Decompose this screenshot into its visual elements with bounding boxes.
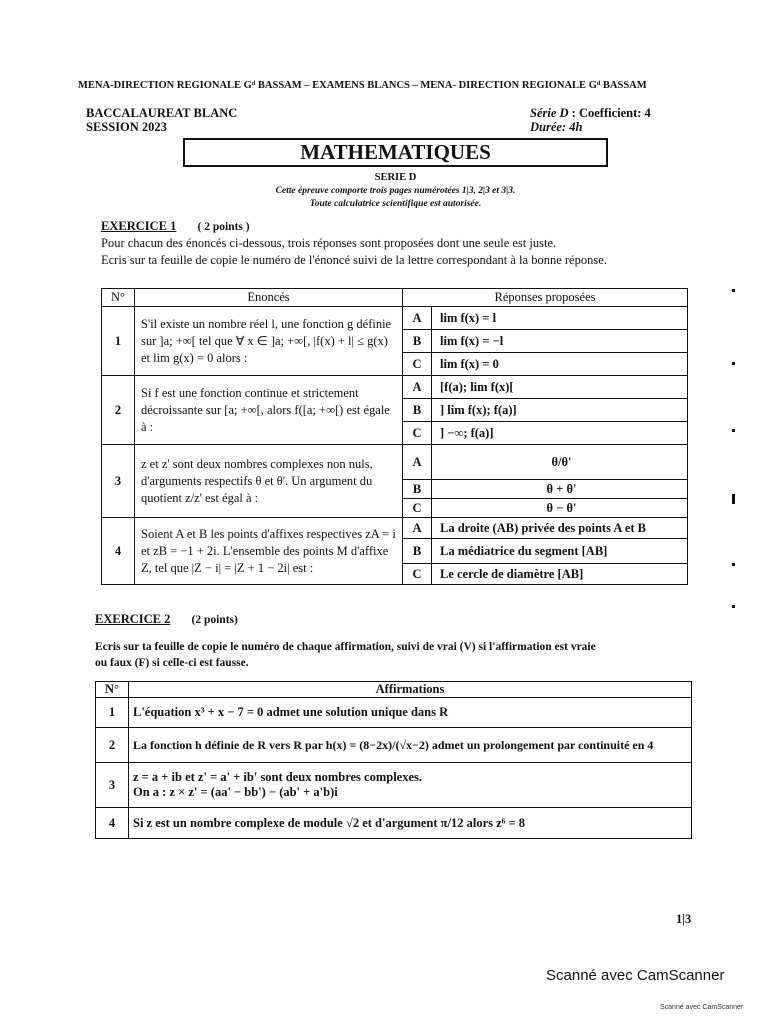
ex1-intro-2: Ecris sur ta feuille de copie le numéro de l'énoncé suivi de la lettre correspondant à la bonne réponse. [101,253,607,267]
duree [530,120,582,135]
statement-text: Soient A et B les points d'affixes respectives zA = i et zB = −1 + 2i. L'ensemble des points M d'affixe Z, tel que |Z − i| = |Z + 1 − 2i| est : [135,518,403,585]
note-calculator: Toute calculatrice scientifique est autorisée. [309,199,482,209]
serie-label: Série D [530,106,569,120]
scanner-watermark: Scanné avec CamScanner [546,967,725,984]
answer-text: [f(a); lim f(x)[ [432,376,688,399]
affirmation-text: z = a + ib et z' = a' + ib' sont deux nombres complexes. [133,770,423,784]
ex1-head-enonces: Enoncés [135,289,403,307]
answer-letter: B [403,330,432,353]
affirmation-text-2: On a : z × z' = (aa' − bb') − (ab' + a'b)i [133,785,338,799]
ex2-intro-1: Ecris sur ta feuille de copie le numéro de chaque affirmation, suivi de vrai (V) si l'affirmation est vraie [95,641,596,653]
margin-dot [732,362,735,365]
margin-dot [732,289,735,292]
answer-text: θ + θ' [432,480,688,499]
affirmation-cell [129,763,692,808]
answer-text: La médiatrice du segment [AB] [432,539,688,564]
answer-letter: B [403,399,432,422]
coef-label: : Coefficient: 4 [568,106,651,120]
ex2-title: EXERCICE 2 [95,612,171,626]
ex2-heading [95,612,238,627]
row-number: 2 [102,376,135,445]
answer-text: Le cercle de diamètre [AB] [432,564,688,585]
ex1-head-reponses: Réponses proposées [403,289,688,307]
row-number: 3 [96,763,129,808]
affirmation-text: L'équation x³ + x − 7 = 0 admet une solution unique dans R [129,698,692,728]
page-number: 1|3 [676,912,692,926]
answer-letter: A [403,518,432,539]
row-number: 1 [96,698,129,728]
ex1-intro-1: Pour chacun des énoncés ci-dessous, trois réponses sont proposées dont une seule est juste. [101,236,557,250]
serie-subtitle: SERIE D [374,172,417,183]
row-number: 4 [96,808,129,839]
answer-letter: B [403,539,432,564]
row-number: 2 [96,728,129,763]
table-row [102,518,688,539]
serie-coef [530,106,651,121]
margin-dot [732,605,735,608]
affirmation-text: La fonction h définie de R vers R par h(x) = (8−2x)/(√x−2) admet un prolongement par continuité en 4 [129,728,692,763]
scanner-footer: Scanné avec CamScanner [660,1004,744,1011]
statement-text: S'il existe un nombre réel l, une fonction g définie sur ]a; +∞[ tel que ∀ x ∈ ]a; +∞[, |f(x) + l| ≤ g(x) et lim g(x) = 0 alors : [135,307,403,376]
row-number: 3 [102,445,135,518]
page-title: MATHEMATIQUES [183,138,608,167]
answer-text: θ − θ' [432,499,688,518]
affirmation-text: Si z est un nombre complexe de module √2 et d'argument π/12 alors z⁶ = 8 [129,808,692,839]
ex2-table [95,681,692,839]
margin-dot [732,494,735,504]
margin-dot [732,563,735,566]
statement-text: Si f est une fonction continue et strictement décroissante sur [a; +∞[, alors f([a; +∞[) est égale à : [135,376,403,445]
duree-value: 4h [569,120,583,134]
exam-type: BACCALAUREAT BLANC [86,106,238,120]
session: SESSION 2023 [86,120,167,134]
table-row [102,445,688,480]
answer-text: ] lim f(x); f(a)] [432,399,688,422]
answer-text: La droite (AB) privée des points A et B [432,518,688,539]
row-number: 1 [102,307,135,376]
table-row [102,307,688,330]
answer-letter: C [403,499,432,518]
ex1-heading [101,219,250,234]
ex1-head-num: N° [102,289,135,307]
row-number: 4 [102,518,135,585]
answer-letter: C [403,353,432,376]
table-row [96,728,692,763]
ex1-points: ( 2 points ) [197,221,250,233]
answer-letter: A [403,307,432,330]
ex2-head-affirmations: Affirmations [129,682,692,698]
ex2-head-num: N° [96,682,129,698]
table-row [96,763,692,808]
answer-text: lim f(x) = 0 [432,353,688,376]
answer-text: ] −∞; f(a)] [432,422,688,445]
answer-letter: A [403,445,432,480]
header-line: MENA-DIRECTION REGIONALE Gᵈ BASSAM – EXAMENS BLANCS – MENA- DIRECTION REGIONALE Gᵈ BASSAM [78,80,647,91]
statement-text: z et z' sont deux nombres complexes non nuls, d'arguments respectifs θ et θ'. Un argument du quotient z/z' est égal à : [135,445,403,518]
answer-letter: B [403,480,432,499]
table-row [96,808,692,839]
answer-text: lim f(x) = l [432,307,688,330]
ex2-intro-2: ou faux (F) si celle-ci est fausse. [95,657,249,669]
table-row [102,376,688,399]
answer-letter: C [403,564,432,585]
answer-text: θ/θ' [432,445,688,480]
note-pages: Cette épreuve comporte trois pages numérotées 1|3, 2|3 et 3|3. [275,186,516,196]
ex1-table [101,288,688,585]
duree-label: Durée: [530,120,570,134]
answer-text: lim f(x) = −l [432,330,688,353]
table-row [96,698,692,728]
margin-dot [732,429,735,432]
ex2-points: (2 points) [191,614,238,626]
ex1-title: EXERCICE 1 [101,219,177,233]
answer-letter: A [403,376,432,399]
answer-letter: C [403,422,432,445]
